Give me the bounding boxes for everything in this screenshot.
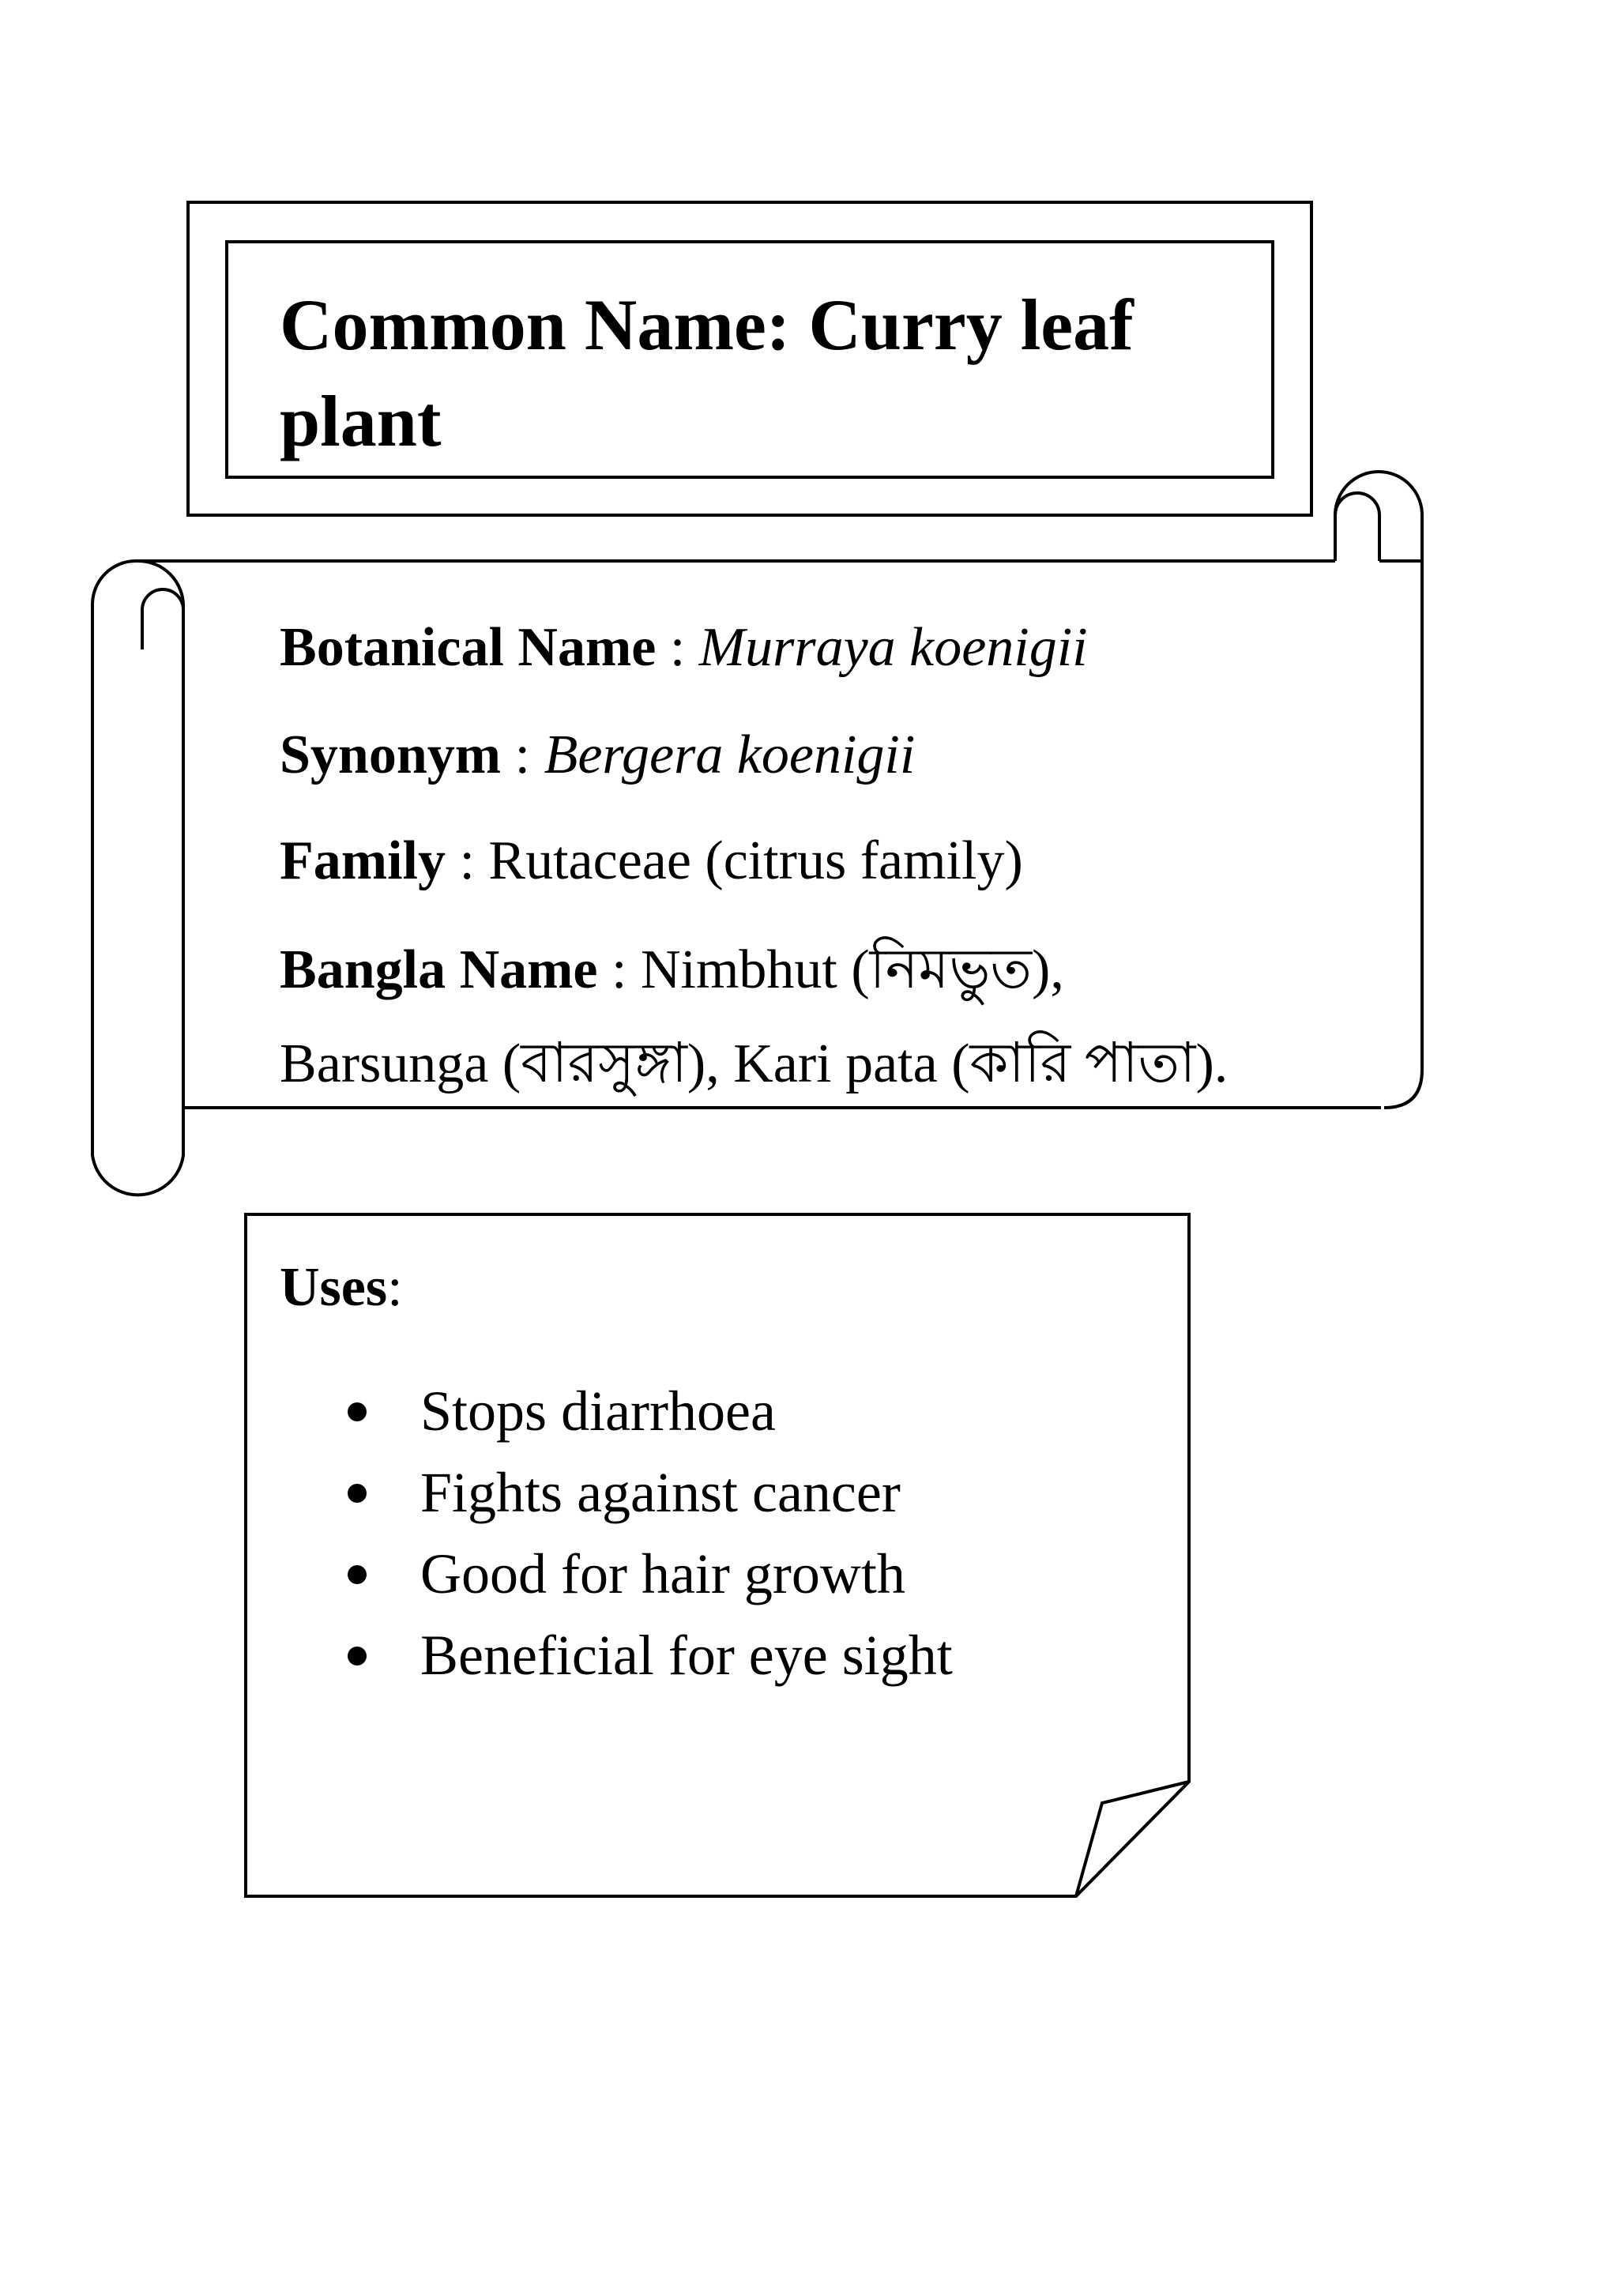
synonym-row: [280, 725, 916, 785]
family-row: [280, 830, 1023, 891]
family-value: Rutaceae (citrus family): [488, 830, 1023, 891]
botanical-name-label: Botanical Name: [280, 617, 657, 678]
bangla-name-line2: Barsunga (বারসুঙ্গা), Kari pata (কারি পাতা).: [280, 1033, 1229, 1094]
uses-item-text: Fights against cancer: [420, 1461, 901, 1524]
uses-list: [348, 1371, 953, 1696]
bullet-icon: [348, 1484, 367, 1503]
uses-label: Uses: [280, 1257, 388, 1318]
bangla-name-sep: :: [597, 939, 641, 1000]
family-label: Family: [280, 830, 446, 891]
uses-item-text: Stops diarrhoea: [420, 1379, 776, 1443]
botanical-name-row: [280, 617, 1088, 678]
bangla-name-label: Bangla Name: [280, 939, 598, 1000]
bullet-icon: [348, 1402, 367, 1421]
uses-heading: [280, 1257, 403, 1318]
bangla-name-line1: Nimbhut (নিমভুত),: [640, 939, 1064, 1000]
uses-colon: :: [387, 1257, 403, 1318]
botanical-name-value: Murraya koenigii: [698, 617, 1088, 678]
bullet-icon: [348, 1565, 367, 1584]
page-title: Common Name: Curry leaf plant: [280, 284, 1134, 461]
list-item: [348, 1371, 953, 1452]
bullet-icon: [348, 1647, 367, 1666]
synonym-value: Bergera koenigii: [544, 725, 916, 785]
botanical-name-sep: :: [656, 617, 699, 678]
list-item: [348, 1452, 953, 1534]
uses-item-text: Good for hair growth: [420, 1542, 905, 1605]
bangla-name-row: [280, 939, 1064, 1000]
list-item: [348, 1615, 953, 1696]
synonym-label: Synonym: [280, 725, 502, 785]
list-item: [348, 1534, 953, 1615]
synonym-sep: :: [501, 725, 544, 785]
family-sep: :: [445, 830, 489, 891]
uses-item-text: Beneficial for eye sight: [420, 1624, 953, 1687]
